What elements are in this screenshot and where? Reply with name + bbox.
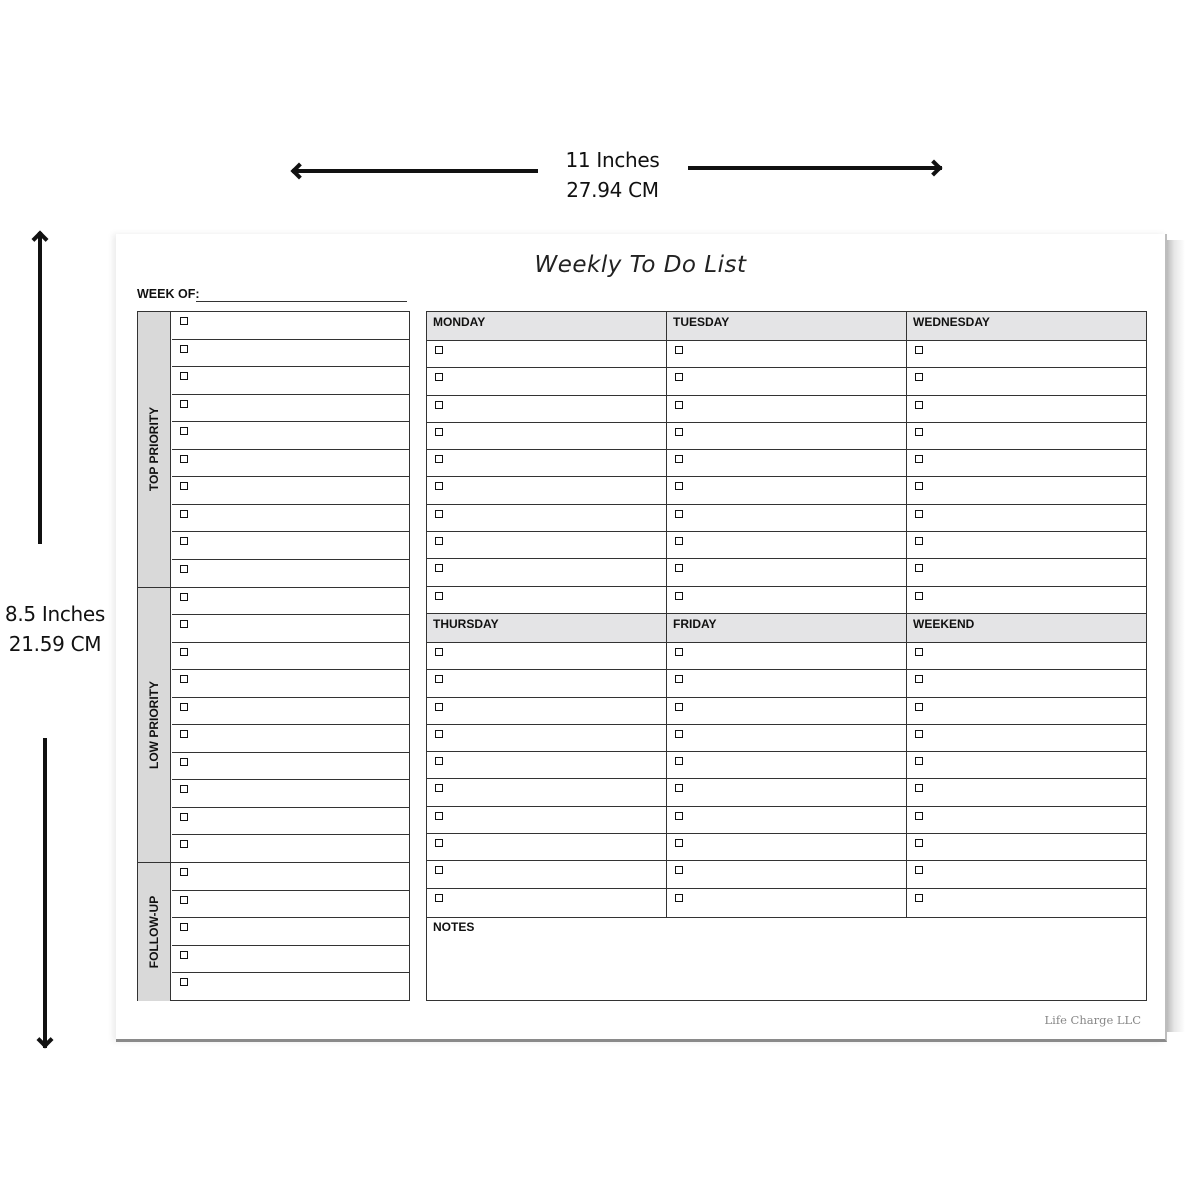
checkbox-icon[interactable] (675, 866, 683, 874)
task-row[interactable] (667, 341, 906, 368)
task-row[interactable] (427, 396, 666, 423)
checkbox-icon[interactable] (435, 346, 443, 354)
checkbox-icon[interactable] (180, 537, 188, 545)
checkbox-icon[interactable] (675, 401, 683, 409)
checkbox-icon[interactable] (180, 840, 188, 848)
arrow-up-icon (32, 231, 49, 248)
checkbox-icon[interactable] (675, 455, 683, 463)
task-row[interactable] (907, 643, 1146, 670)
task-row[interactable] (667, 861, 906, 888)
task-row[interactable] (172, 753, 409, 781)
checkbox-icon[interactable] (915, 757, 923, 765)
checkbox-icon[interactable] (675, 564, 683, 572)
checkbox-icon[interactable] (435, 482, 443, 490)
notes-label: NOTES (433, 920, 475, 934)
width-arrow-right-line (688, 166, 942, 170)
checkbox-icon[interactable] (675, 894, 683, 902)
task-row[interactable] (667, 423, 906, 450)
task-row[interactable] (667, 450, 906, 477)
task-row[interactable] (907, 341, 1146, 368)
task-row[interactable] (427, 779, 666, 806)
checkbox-icon[interactable] (435, 373, 443, 381)
checkbox-icon[interactable] (675, 373, 683, 381)
task-row[interactable] (172, 395, 409, 423)
checkbox-icon[interactable] (180, 565, 188, 573)
task-row[interactable] (172, 698, 409, 726)
checkbox-icon[interactable] (675, 428, 683, 436)
task-row[interactable] (907, 505, 1146, 532)
day-header: THURSDAY (427, 614, 666, 643)
checkbox-icon[interactable] (180, 951, 188, 959)
task-row[interactable] (172, 450, 409, 478)
task-row[interactable] (427, 587, 666, 614)
checkbox-icon[interactable] (180, 868, 188, 876)
checkbox-icon[interactable] (915, 455, 923, 463)
checkbox-icon[interactable] (180, 482, 188, 490)
checkbox-icon[interactable] (435, 757, 443, 765)
checkbox-icon[interactable] (915, 812, 923, 820)
checkbox-icon[interactable] (915, 510, 923, 518)
task-row[interactable] (172, 367, 409, 395)
task-row[interactable] (172, 532, 409, 560)
checkbox-icon[interactable] (915, 428, 923, 436)
checkbox-icon[interactable] (675, 730, 683, 738)
height-arrow-down-line (43, 738, 47, 1048)
task-row[interactable] (667, 752, 906, 779)
day-column-monday (427, 312, 667, 613)
checkbox-icon[interactable] (180, 620, 188, 628)
checkbox-icon[interactable] (915, 564, 923, 572)
task-row[interactable] (667, 505, 906, 532)
checkbox-icon[interactable] (180, 785, 188, 793)
arrow-left-icon (291, 163, 308, 180)
section-top-priority (138, 312, 409, 588)
arrow-down-icon (37, 1032, 54, 1049)
task-row[interactable] (172, 615, 409, 643)
days-bottom-block (427, 614, 1146, 918)
checkbox-icon[interactable] (915, 592, 923, 600)
days-top-block (427, 312, 1146, 614)
checkbox-icon[interactable] (435, 812, 443, 820)
task-row[interactable] (427, 725, 666, 752)
task-row[interactable] (172, 918, 409, 946)
task-row[interactable] (907, 532, 1146, 559)
checkbox-icon[interactable] (180, 317, 188, 325)
checkbox-icon[interactable] (675, 675, 683, 683)
checkbox-icon[interactable] (675, 757, 683, 765)
task-row[interactable] (667, 670, 906, 697)
width-arrow-left-line (292, 169, 538, 173)
checkbox-icon[interactable] (180, 813, 188, 821)
task-row[interactable] (172, 835, 409, 863)
task-row[interactable] (172, 946, 409, 974)
task-row[interactable] (667, 834, 906, 861)
task-row[interactable] (907, 725, 1146, 752)
task-row[interactable] (427, 341, 666, 368)
task-row[interactable] (667, 396, 906, 423)
task-row[interactable] (427, 368, 666, 395)
page-shadow (1167, 240, 1185, 1032)
task-row[interactable] (427, 450, 666, 477)
day-header: WEDNESDAY (907, 312, 1146, 341)
day-column-weekend (907, 614, 1146, 917)
height-inches: 8.5 Inches (4, 602, 106, 626)
task-row[interactable] (172, 863, 409, 891)
task-row[interactable] (667, 643, 906, 670)
checkbox-icon[interactable] (180, 400, 188, 408)
task-row[interactable] (427, 670, 666, 697)
day-column-tuesday (667, 312, 907, 613)
checkbox-icon[interactable] (675, 703, 683, 711)
checkbox-icon[interactable] (915, 866, 923, 874)
day-header: FRIDAY (667, 614, 906, 643)
section-rows (172, 588, 409, 863)
checkbox-icon[interactable] (180, 427, 188, 435)
checkbox-icon[interactable] (435, 428, 443, 436)
checkbox-icon[interactable] (435, 537, 443, 545)
arrow-right-icon (926, 160, 943, 177)
week-of-field[interactable] (196, 301, 407, 302)
task-row[interactable] (667, 477, 906, 504)
task-row[interactable] (907, 670, 1146, 697)
task-row[interactable] (427, 505, 666, 532)
checkbox-icon[interactable] (675, 482, 683, 490)
task-row[interactable] (427, 807, 666, 834)
day-column-thursday (427, 614, 667, 917)
task-row[interactable] (667, 587, 906, 614)
task-row[interactable] (172, 891, 409, 919)
day-header: WEEKEND (907, 614, 1146, 643)
checkbox-icon[interactable] (915, 784, 923, 792)
checkbox-icon[interactable] (180, 345, 188, 353)
section-low-priority (138, 588, 409, 864)
checkbox-icon[interactable] (435, 510, 443, 518)
checkbox-icon[interactable] (435, 866, 443, 874)
section-label-text: FOLLOW-UP (147, 895, 161, 969)
checkbox-icon[interactable] (675, 346, 683, 354)
task-row[interactable] (172, 643, 409, 671)
checkbox-icon[interactable] (915, 537, 923, 545)
checkbox-icon[interactable] (435, 455, 443, 463)
section-label (138, 588, 171, 863)
checkbox-icon[interactable] (180, 730, 188, 738)
checkbox-icon[interactable] (435, 648, 443, 656)
task-row[interactable] (172, 560, 409, 588)
checkbox-icon[interactable] (915, 703, 923, 711)
section-rows (172, 312, 409, 587)
task-row[interactable] (907, 477, 1146, 504)
section-label (138, 312, 171, 587)
task-row[interactable] (427, 861, 666, 888)
task-row[interactable] (427, 477, 666, 504)
checkbox-icon[interactable] (675, 648, 683, 656)
checkbox-icon[interactable] (915, 482, 923, 490)
footer-brand: Life Charge LLC (1044, 1013, 1141, 1027)
task-row[interactable] (172, 725, 409, 753)
width-dimension-label (540, 145, 685, 205)
task-row[interactable] (172, 422, 409, 450)
checkbox-icon[interactable] (915, 648, 923, 656)
checkbox-icon[interactable] (675, 510, 683, 518)
checkbox-icon[interactable] (675, 784, 683, 792)
weekly-grid (426, 311, 1147, 1001)
task-row[interactable] (907, 559, 1146, 586)
checkbox-icon[interactable] (180, 703, 188, 711)
task-row[interactable] (907, 698, 1146, 725)
task-row[interactable] (667, 807, 906, 834)
task-row[interactable] (907, 423, 1146, 450)
checkbox-icon[interactable] (180, 923, 188, 931)
checkbox-icon[interactable] (435, 730, 443, 738)
day-header: TUESDAY (667, 312, 906, 341)
section-label (138, 863, 171, 1001)
task-row[interactable] (907, 368, 1146, 395)
task-row[interactable] (427, 889, 666, 916)
height-cm: 21.59 CM (8, 632, 102, 656)
checkbox-icon[interactable] (435, 839, 443, 847)
task-row[interactable] (667, 559, 906, 586)
checkbox-icon[interactable] (435, 894, 443, 902)
task-row[interactable] (427, 532, 666, 559)
task-row[interactable] (907, 396, 1146, 423)
height-dimension-label (0, 599, 110, 659)
checkbox-icon[interactable] (435, 703, 443, 711)
section-label-text: TOP PRIORITY (147, 407, 161, 492)
checkbox-icon[interactable] (180, 675, 188, 683)
checkbox-icon[interactable] (915, 894, 923, 902)
task-row[interactable] (172, 312, 409, 340)
checkbox-icon[interactable] (675, 839, 683, 847)
task-row[interactable] (907, 834, 1146, 861)
day-header: MONDAY (427, 312, 666, 341)
section-rows (172, 863, 409, 1001)
task-row[interactable] (907, 889, 1146, 916)
notes-area[interactable] (427, 917, 1146, 1000)
task-row[interactable] (667, 725, 906, 752)
task-row[interactable] (427, 643, 666, 670)
checkbox-icon[interactable] (915, 401, 923, 409)
task-row[interactable] (907, 587, 1146, 614)
task-row[interactable] (907, 450, 1146, 477)
checkbox-icon[interactable] (915, 730, 923, 738)
checkbox-icon[interactable] (180, 593, 188, 601)
task-row[interactable] (907, 861, 1146, 888)
checkbox-icon[interactable] (915, 675, 923, 683)
task-row[interactable] (427, 698, 666, 725)
width-cm: 27.94 CM (566, 178, 659, 202)
section-label-text: LOW PRIORITY (147, 680, 161, 769)
checkbox-icon[interactable] (180, 648, 188, 656)
task-row[interactable] (667, 889, 906, 916)
task-row[interactable] (427, 423, 666, 450)
task-row[interactable] (172, 670, 409, 698)
width-inches: 11 Inches (565, 148, 660, 172)
priority-column (137, 311, 410, 1001)
task-row[interactable] (427, 834, 666, 861)
checkbox-icon[interactable] (435, 784, 443, 792)
checkbox-icon[interactable] (915, 346, 923, 354)
checkbox-icon[interactable] (915, 373, 923, 381)
task-row[interactable] (667, 779, 906, 806)
task-row[interactable] (172, 780, 409, 808)
checkbox-icon[interactable] (675, 592, 683, 600)
checkbox-icon[interactable] (435, 592, 443, 600)
checkbox-icon[interactable] (180, 978, 188, 986)
section-follow-up (138, 863, 409, 1001)
task-row[interactable] (172, 808, 409, 836)
task-row[interactable] (172, 477, 409, 505)
checkbox-icon[interactable] (180, 372, 188, 380)
task-row[interactable] (667, 368, 906, 395)
task-row[interactable] (667, 698, 906, 725)
checkbox-icon[interactable] (435, 401, 443, 409)
task-row[interactable] (172, 505, 409, 533)
task-row[interactable] (667, 532, 906, 559)
checkbox-icon[interactable] (435, 675, 443, 683)
task-row[interactable] (427, 752, 666, 779)
task-row[interactable] (907, 752, 1146, 779)
checkbox-icon[interactable] (180, 510, 188, 518)
checkbox-icon[interactable] (180, 758, 188, 766)
height-arrow-up-line (38, 232, 42, 544)
checkbox-icon[interactable] (915, 839, 923, 847)
page-title: Weekly To Do List (534, 252, 747, 278)
task-row[interactable] (172, 340, 409, 368)
task-row[interactable] (427, 559, 666, 586)
day-column-friday (667, 614, 907, 917)
planner-page (116, 234, 1167, 1042)
task-row[interactable] (172, 588, 409, 616)
task-row[interactable] (907, 807, 1146, 834)
checkbox-icon[interactable] (180, 896, 188, 904)
checkbox-icon[interactable] (675, 537, 683, 545)
day-column-wednesday (907, 312, 1146, 613)
checkbox-icon[interactable] (675, 812, 683, 820)
task-row[interactable] (172, 973, 409, 1001)
task-row[interactable] (907, 779, 1146, 806)
checkbox-icon[interactable] (180, 455, 188, 463)
week-of-label: WEEK OF: (137, 287, 200, 301)
checkbox-icon[interactable] (435, 564, 443, 572)
